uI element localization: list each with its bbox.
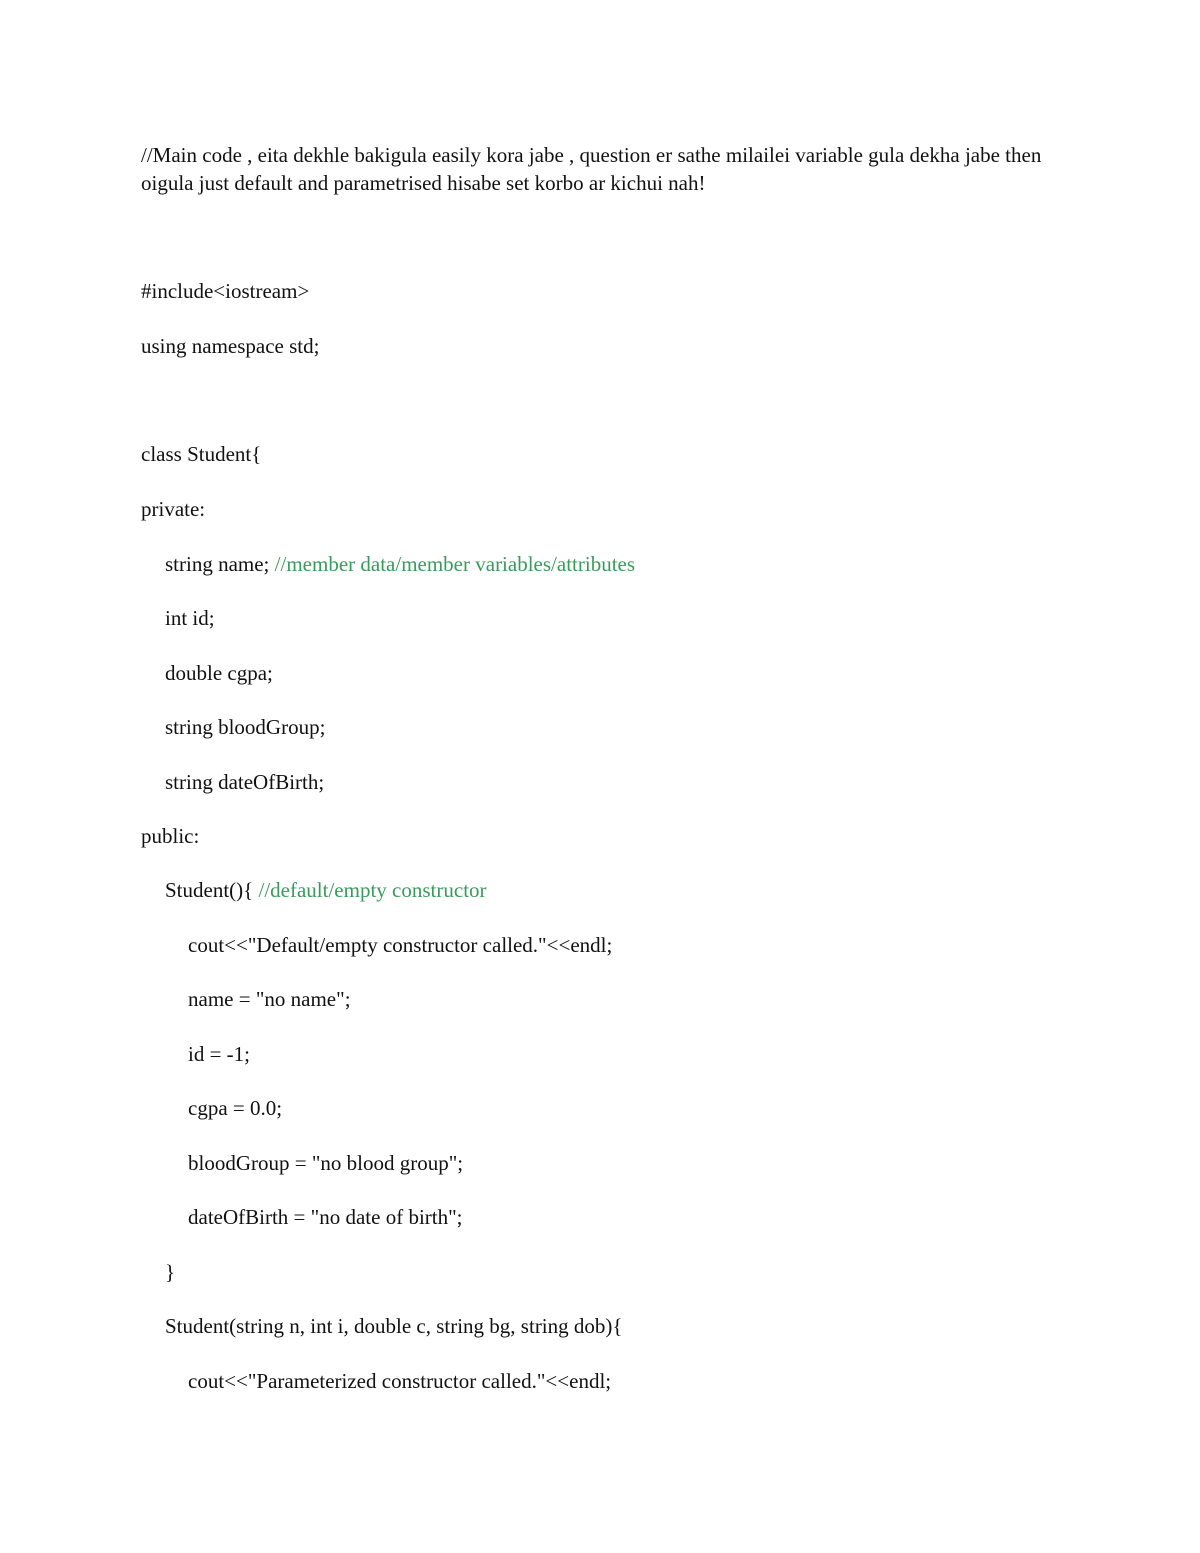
member-name-comment: //member data/member variables/attributes — [274, 552, 636, 576]
default-constructor-comment: //default/empty constructor — [258, 878, 487, 902]
cout-parameterized-line: cout<<"Parameterized constructor called."<<endl; — [188, 1369, 612, 1393]
assign-cgpa-line: cgpa = 0.0; — [188, 1096, 283, 1120]
public-label: public: — [141, 824, 200, 848]
default-constructor-line — [165, 876, 487, 904]
cout-default-line: cout<<"Default/empty constructor called."<<endl; — [188, 933, 613, 957]
assign-id-line: id = -1; — [188, 1042, 251, 1066]
member-name-line — [165, 550, 635, 578]
parameterized-constructor-line: Student(string n, int i, double c, string bg, string dob){ — [165, 1314, 623, 1338]
member-dob-line: string dateOfBirth; — [165, 770, 325, 794]
assign-blood-group-line: bloodGroup = "no blood group"; — [188, 1151, 464, 1175]
member-cgpa-line: double cgpa; — [165, 661, 273, 685]
private-label: private: — [141, 497, 206, 521]
close-brace-line: } — [165, 1260, 176, 1284]
using-namespace-line: using namespace std; — [141, 334, 320, 358]
assign-name-line: name = "no name"; — [188, 987, 351, 1011]
member-name-code: string name; — [165, 552, 275, 576]
intro-comment: //Main code , eita dekhle bakigula easily kora jabe , question er sathe milailei variable gula dekha jabe then oigula just default and parametrised hisabe set korbo ar kichui nah! — [141, 143, 1042, 195]
default-constructor-code: Student(){ — [165, 878, 259, 902]
class-declaration-line: class Student{ — [141, 442, 262, 466]
assign-dob-line: dateOfBirth = "no date of birth"; — [188, 1205, 463, 1229]
member-blood-group-line: string bloodGroup; — [165, 715, 326, 739]
include-line: #include<iostream> — [141, 279, 310, 303]
member-id-line: int id; — [165, 606, 215, 630]
